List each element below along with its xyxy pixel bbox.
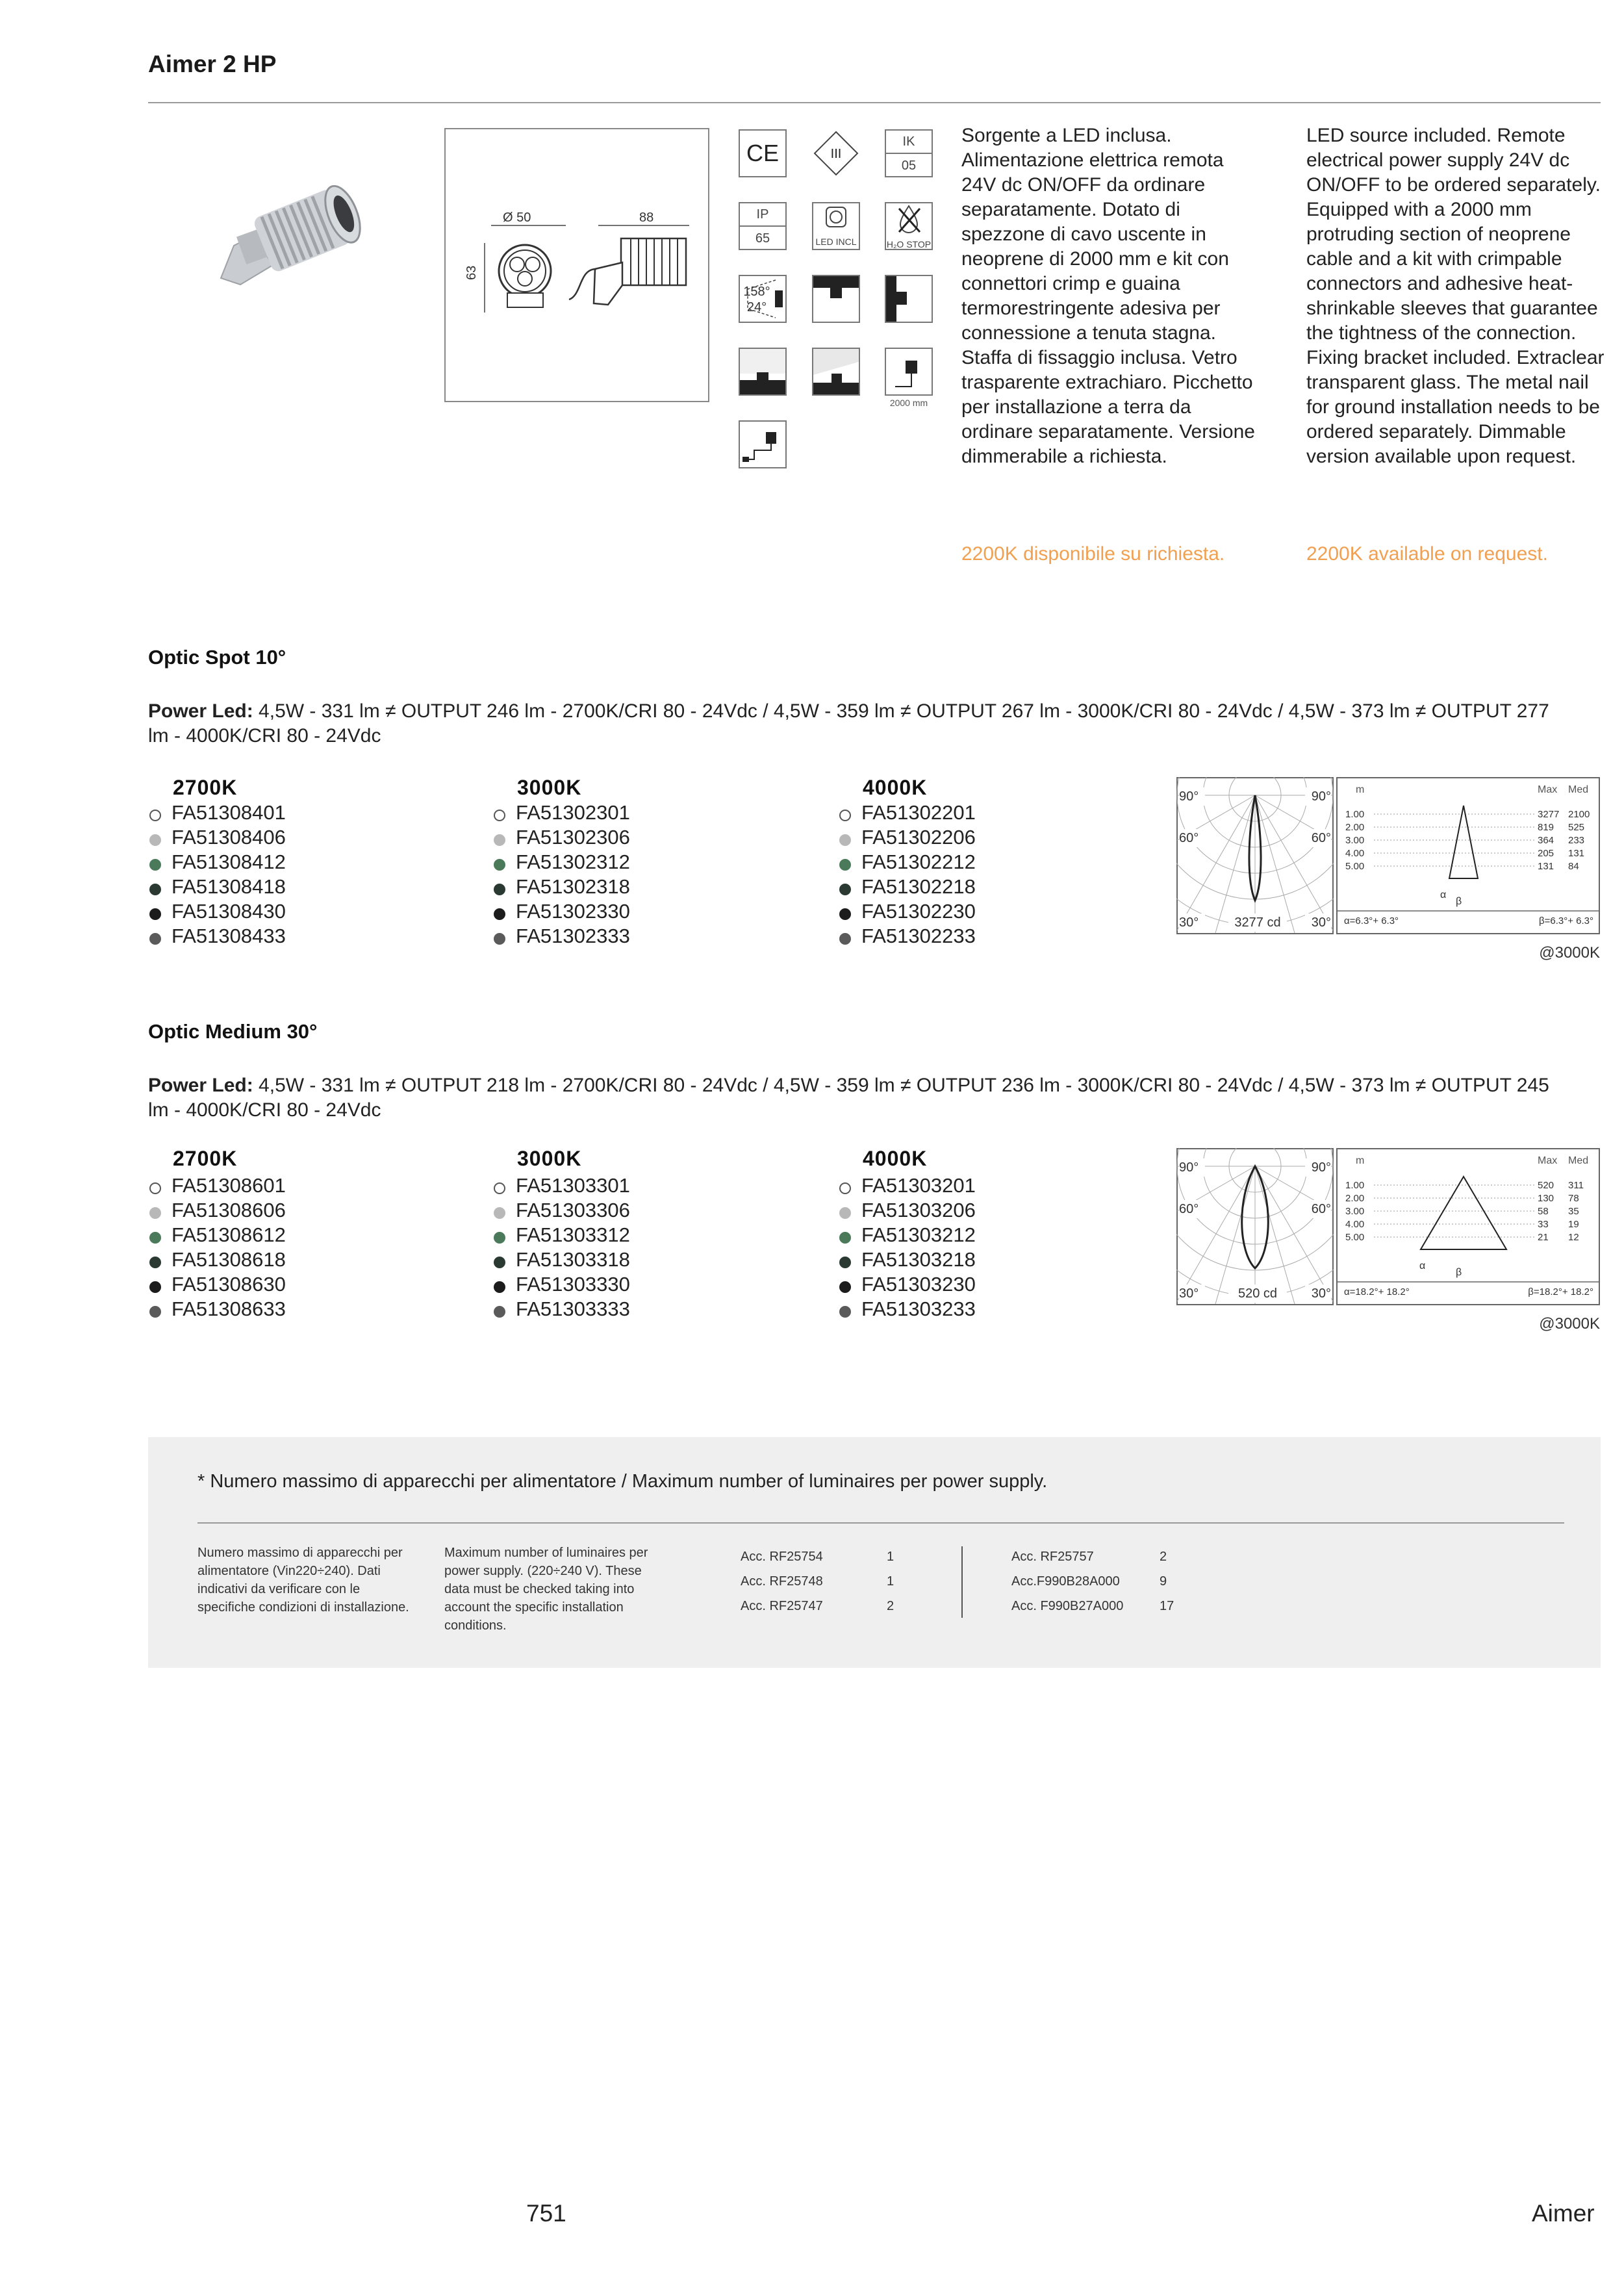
finish-color-dot xyxy=(494,908,505,920)
cable-length-label: 2000 mm xyxy=(889,398,928,408)
accessory-row: Acc. F990B27A000 xyxy=(1011,1599,1124,1613)
svg-text:m: m xyxy=(1356,1155,1365,1166)
product-code xyxy=(839,924,976,949)
product-code-text: FA51302206 xyxy=(861,826,976,849)
product-code-text: FA51302306 xyxy=(516,826,630,849)
column-head-2700k: 2700K xyxy=(173,1147,238,1170)
product-code xyxy=(149,1223,286,1247)
recessed-floor-icon xyxy=(739,348,787,396)
cone-cell: 12 xyxy=(1568,1232,1579,1243)
column-head-3000k: 3000K xyxy=(517,776,582,799)
product-code-text: FA51308618 xyxy=(171,1248,286,1271)
product-code xyxy=(149,825,286,850)
svg-text:α: α xyxy=(1440,889,1447,901)
product-code xyxy=(839,875,976,899)
product-code-text: FA51302318 xyxy=(516,875,630,898)
accessory-count: 17 xyxy=(1160,1599,1174,1613)
cone-cell: 1.00 xyxy=(1345,809,1365,820)
finish-color-dot xyxy=(149,908,161,920)
cone-cell: 819 xyxy=(1538,822,1554,833)
product-code-text: FA51303206 xyxy=(861,1199,976,1221)
ce-mark-icon xyxy=(739,129,787,177)
product-code xyxy=(839,800,976,825)
code-list-2700k xyxy=(149,1173,286,1322)
cone-cell: 233 xyxy=(1568,835,1585,846)
cone-cell: 525 xyxy=(1568,822,1585,833)
power-supply-headline: * Numero massimo di apparecchi per alimentatore / Maximum number of luminaires per power supply. xyxy=(197,1471,1048,1492)
product-code-text: FA51303201 xyxy=(861,1174,976,1197)
finish-color-dot xyxy=(149,859,161,871)
product-code-text: FA51308606 xyxy=(171,1199,286,1221)
finish-color-dot xyxy=(839,1306,851,1318)
section-title-spot: Optic Spot 10° xyxy=(148,646,286,669)
product-code xyxy=(149,875,286,899)
product-code xyxy=(149,1198,286,1223)
accessory-count: 9 xyxy=(1160,1574,1167,1589)
product-code xyxy=(149,850,286,875)
code-list-2700k xyxy=(149,800,286,949)
finish-color-dot xyxy=(839,1232,851,1244)
svg-text:90°: 90° xyxy=(1179,789,1199,804)
accessory-count: 1 xyxy=(887,1574,894,1589)
finish-color-dot xyxy=(494,859,505,871)
product-code-text: FA51308401 xyxy=(171,801,286,824)
product-code xyxy=(494,875,630,899)
product-code xyxy=(149,1297,286,1322)
finish-color-dot xyxy=(149,1182,161,1194)
power-supply-panel xyxy=(148,1437,1601,1668)
product-code-text: FA51308412 xyxy=(171,850,286,873)
dim-diameter: Ø 50 xyxy=(503,211,531,225)
cone-cell: 2100 xyxy=(1568,809,1590,820)
svg-text:24°: 24° xyxy=(746,300,767,314)
product-code-text: FA51303333 xyxy=(516,1297,630,1320)
accessory-count: 2 xyxy=(887,1599,894,1613)
svg-text:β: β xyxy=(1456,896,1462,907)
cone-cell: 84 xyxy=(1568,861,1579,872)
beam-angle-icon xyxy=(739,275,787,323)
svg-text:30°: 30° xyxy=(1311,1286,1331,1301)
product-code-text: FA51308601 xyxy=(171,1174,286,1197)
finish-color-dot xyxy=(839,884,851,895)
product-code-text: FA51303233 xyxy=(861,1297,976,1320)
finish-color-dot xyxy=(149,1207,161,1219)
finish-color-dot xyxy=(494,834,505,846)
ground-spike-icon xyxy=(812,348,860,396)
description-italian: Sorgente a LED inclusa. Alimentazione elettrica remota 24V dc ON/OFF da ordinare separatamente. Dotato di spezzone di cavo uscente in neoprene di 2000 mm e kit con connettori crimp e guaina termorestringente adesiva per connessione a tenuta stagna. Staffa di fissaggio inclusa. Vetro trasparente extrachiaro. Picchetto per installazione a terra da ordinare separatamente. Versione dimmerabile a richiesta. xyxy=(961,125,1255,467)
h2o-stop-icon: H₂O STOP xyxy=(885,202,933,250)
cone-cell: 131 xyxy=(1568,848,1585,859)
cone-cell: 130 xyxy=(1538,1193,1554,1204)
product-code xyxy=(839,1198,976,1223)
product-code-text: FA51308406 xyxy=(171,826,286,849)
finish-color-dot xyxy=(839,1281,851,1293)
svg-text:Max: Max xyxy=(1538,1155,1558,1166)
product-code-text: FA51303212 xyxy=(861,1223,976,1246)
cone-cell: 1.00 xyxy=(1345,1180,1365,1191)
finish-color-dot xyxy=(149,1306,161,1318)
product-code-text: FA51302330 xyxy=(516,900,630,923)
cone-cell: 58 xyxy=(1538,1206,1549,1217)
product-code xyxy=(494,1198,630,1223)
finish-color-dot xyxy=(839,810,851,821)
finish-color-dot xyxy=(149,933,161,945)
finish-color-dot xyxy=(839,1207,851,1219)
product-code xyxy=(494,800,630,825)
cone-cell: 2.00 xyxy=(1345,1193,1365,1204)
product-code-text: FA51308430 xyxy=(171,900,286,923)
svg-text:β: β xyxy=(1456,1267,1462,1278)
ik-rating-icon: IK 05 xyxy=(885,129,933,177)
product-code xyxy=(494,1173,630,1198)
cone-cell: 311 xyxy=(1568,1180,1584,1191)
column-head-2700k: 2700K xyxy=(173,776,238,799)
cone-cell: 3277 xyxy=(1538,809,1560,820)
product-code-text: FA51302212 xyxy=(861,850,976,873)
cone-cell: 4.00 xyxy=(1345,848,1365,859)
finish-color-dot xyxy=(494,1257,505,1268)
finish-color-dot xyxy=(839,859,851,871)
column-head-3000k: 3000K xyxy=(517,1147,582,1170)
product-code xyxy=(494,1272,630,1297)
polar-diagram-spot xyxy=(1176,777,1334,934)
dim-length: 88 xyxy=(639,211,654,225)
finish-color-dot xyxy=(494,1182,505,1194)
product-code-text: FA51302301 xyxy=(516,801,630,824)
finish-color-dot xyxy=(494,1232,505,1244)
product-code-text: FA51303330 xyxy=(516,1273,630,1296)
product-code-text: FA51303218 xyxy=(861,1248,976,1271)
led-included-icon: LED INCL xyxy=(812,202,860,250)
remote-driver-icon xyxy=(739,420,787,468)
accessory-row: Acc.F990B28A000 xyxy=(1011,1574,1120,1589)
product-code-text: FA51302312 xyxy=(516,850,630,873)
svg-text:30°: 30° xyxy=(1179,1286,1199,1301)
product-code xyxy=(839,1247,976,1272)
finish-color-dot xyxy=(494,1306,505,1318)
svg-text:90°: 90° xyxy=(1311,1160,1331,1175)
product-code-text: FA51302230 xyxy=(861,900,976,923)
finish-color-dot xyxy=(149,834,161,846)
finish-color-dot xyxy=(839,1182,851,1194)
finish-color-dot xyxy=(149,1232,161,1244)
accessory-count: 2 xyxy=(1160,1550,1167,1564)
note-2200k-english: 2200K available on request. xyxy=(1306,543,1548,565)
measured-at-spot: @3000K xyxy=(1539,944,1600,962)
dim-height: 63 xyxy=(464,265,479,280)
cone-cell: 205 xyxy=(1538,848,1554,859)
product-code-text: FA51308630 xyxy=(171,1273,286,1296)
product-code-text: FA51303318 xyxy=(516,1248,630,1271)
cone-cell: 520 xyxy=(1538,1180,1554,1191)
accessory-count: 1 xyxy=(887,1550,894,1564)
cone-cell: 131 xyxy=(1538,861,1554,872)
code-list-4000k xyxy=(839,1173,976,1322)
product-code-text: FA51308633 xyxy=(171,1297,286,1320)
cone-cell: 3.00 xyxy=(1345,835,1365,846)
footer-brand: Aimer xyxy=(1532,2200,1595,2227)
page-title: Aimer 2 HP xyxy=(148,51,277,77)
finish-color-dot xyxy=(149,884,161,895)
product-code xyxy=(494,899,630,924)
product-code-text: FA51302333 xyxy=(516,925,630,947)
power-led-spot: Power Led: 4,5W - 331 lm ≠ OUTPUT 246 lm - 2700K/CRI 80 - 24Vdc / 4,5W - 359 lm ≠ OUTPUT 267 lm - 3000K/CRI 80 - 24Vdc / 4,5W - 373 lm ≠ OUTPUT 277 lm - 4000K/CRI 80 - 24Vdc xyxy=(148,700,1549,747)
product-code xyxy=(149,899,286,924)
product-code-text: FA51308433 xyxy=(171,925,286,947)
svg-text:Med: Med xyxy=(1568,1155,1589,1166)
power-led-medium: Power Led: 4,5W - 331 lm ≠ OUTPUT 218 lm - 2700K/CRI 80 - 24Vdc / 4,5W - 359 lm ≠ OUTPUT 236 lm - 3000K/CRI 80 - 24Vdc / 4,5W - 373 lm ≠ OUTPUT 245 lm - 4000K/CRI 80 - 24Vdc xyxy=(148,1075,1549,1121)
table-divider xyxy=(961,1546,963,1618)
product-code-text: FA51302218 xyxy=(861,875,976,898)
product-code xyxy=(839,1223,976,1247)
product-code-text: FA51303312 xyxy=(516,1223,630,1246)
finish-color-dot xyxy=(839,834,851,846)
product-code xyxy=(149,1247,286,1272)
finish-color-dot xyxy=(149,1281,161,1293)
product-code xyxy=(149,800,286,825)
product-code xyxy=(149,1173,286,1198)
product-code xyxy=(494,1223,630,1247)
finish-color-dot xyxy=(494,1281,505,1293)
finish-color-dot xyxy=(494,933,505,945)
finish-color-dot xyxy=(494,1207,505,1219)
product-photo xyxy=(214,168,377,311)
cone-cell: 21 xyxy=(1538,1232,1549,1243)
svg-text:3277 cd: 3277 cd xyxy=(1234,915,1281,930)
svg-text:III: III xyxy=(830,147,842,161)
svg-text:60°: 60° xyxy=(1311,831,1331,845)
product-code xyxy=(494,825,630,850)
product-code xyxy=(839,850,976,875)
code-list-3000k xyxy=(494,800,630,949)
cone-cell: 33 xyxy=(1538,1219,1549,1230)
cone-cell: 364 xyxy=(1538,835,1554,846)
cone-cell: 19 xyxy=(1568,1219,1579,1230)
product-code-text: FA51308612 xyxy=(171,1223,286,1246)
cable-length-icon xyxy=(885,348,933,396)
svg-text:m: m xyxy=(1356,784,1365,795)
ip-rating-icon: IP 65 xyxy=(739,202,787,250)
cone-cell: 5.00 xyxy=(1345,861,1365,872)
column-head-4000k: 4000K xyxy=(863,1147,928,1170)
product-code-text: FA51308418 xyxy=(171,875,286,898)
finish-color-dot xyxy=(839,908,851,920)
svg-text:60°: 60° xyxy=(1179,1202,1199,1216)
header-divider xyxy=(148,102,1601,103)
code-list-4000k xyxy=(839,800,976,949)
cone-cell: 35 xyxy=(1568,1206,1579,1217)
class-iii-icon xyxy=(812,129,860,177)
svg-text:β=6.3°+ 6.3°: β=6.3°+ 6.3° xyxy=(1538,915,1593,926)
product-code xyxy=(839,1297,976,1322)
note-2200k-italian: 2200K disponibile su richiesta. xyxy=(961,543,1225,565)
cone-cell: 78 xyxy=(1568,1193,1579,1204)
svg-text:90°: 90° xyxy=(1311,789,1331,804)
panel-divider xyxy=(197,1522,1564,1524)
product-code xyxy=(149,1272,286,1297)
product-code xyxy=(839,825,976,850)
svg-text:Med: Med xyxy=(1568,784,1589,795)
product-code-text: FA51302233 xyxy=(861,925,976,947)
accessory-row: Acc. RF25754 xyxy=(741,1550,823,1564)
product-code xyxy=(494,924,630,949)
product-code xyxy=(839,899,976,924)
svg-text:90°: 90° xyxy=(1179,1160,1199,1175)
product-code xyxy=(839,1173,976,1198)
svg-text:30°: 30° xyxy=(1311,915,1331,930)
finish-color-dot xyxy=(494,884,505,895)
page-number: 751 xyxy=(526,2200,566,2227)
section-title-medium: Optic Medium 30° xyxy=(148,1020,318,1043)
cone-cell: 2.00 xyxy=(1345,822,1365,833)
code-list-3000k xyxy=(494,1173,630,1322)
product-code xyxy=(494,1297,630,1322)
svg-text:α=6.3°+ 6.3°: α=6.3°+ 6.3° xyxy=(1344,915,1399,926)
cone-cell: 4.00 xyxy=(1345,1219,1365,1230)
cone-diagram-spot xyxy=(1336,777,1600,934)
finish-color-dot xyxy=(494,810,505,821)
product-code xyxy=(149,924,286,949)
power-supply-note-italian: Numero massimo di apparecchi per alimentatore (Vin220÷240). Dati indicativi da verificare con le specifiche condizioni di installazione. xyxy=(197,1546,409,1615)
description-english: LED source included. Remote electrical power supply 24V dc ON/OFF to be ordered separately. Equipped with a 2000 mm protruding section of neoprene cable and a kit with crimpable connectors and adhesive heat-shrinkable sleeves that guarantee the tightness of the connection. Fixing bracket included. Extraclear transparent glass. The metal nail for ground installation needs to be ordered separately. Dimmable version available upon request. xyxy=(1306,125,1605,467)
surface-mount-icon xyxy=(812,275,860,323)
cone-cell: 3.00 xyxy=(1345,1206,1365,1217)
svg-text:β=18.2°+ 18.2°: β=18.2°+ 18.2° xyxy=(1528,1286,1593,1297)
column-head-4000k: 4000K xyxy=(863,776,928,799)
finish-color-dot xyxy=(839,1257,851,1268)
power-supply-note-english: Maximum number of luminaires per power supply. (220÷240 V). These data must be checked taking into account the specific installation conditions. xyxy=(444,1546,648,1633)
product-code xyxy=(494,850,630,875)
product-code-text: FA51303306 xyxy=(516,1199,630,1221)
cone-cell: 5.00 xyxy=(1345,1232,1365,1243)
product-code xyxy=(494,1247,630,1272)
accessory-row: Acc. RF25748 xyxy=(741,1574,823,1589)
wall-mount-icon xyxy=(885,275,933,323)
product-code xyxy=(839,1272,976,1297)
svg-text:60°: 60° xyxy=(1179,831,1199,845)
svg-text:Max: Max xyxy=(1538,784,1558,795)
product-code-text: FA51303230 xyxy=(861,1273,976,1296)
measured-at-medium: @3000K xyxy=(1539,1315,1600,1333)
cone-diagram-medium xyxy=(1336,1148,1600,1305)
svg-text:60°: 60° xyxy=(1311,1202,1331,1216)
product-code-text: FA51302201 xyxy=(861,801,976,824)
finish-color-dot xyxy=(149,810,161,821)
technical-drawing xyxy=(444,128,709,402)
finish-color-dot xyxy=(149,1257,161,1268)
svg-text:α=18.2°+ 18.2°: α=18.2°+ 18.2° xyxy=(1344,1286,1410,1297)
svg-text:α: α xyxy=(1419,1260,1426,1271)
accessory-row: Acc. RF25747 xyxy=(741,1599,823,1613)
svg-text:158°: 158° xyxy=(743,285,770,299)
svg-text:520 cd: 520 cd xyxy=(1237,1286,1278,1301)
finish-color-dot xyxy=(839,933,851,945)
product-code-text: FA51303301 xyxy=(516,1174,630,1197)
svg-text:30°: 30° xyxy=(1179,915,1199,930)
svg-text:CE: CE xyxy=(746,140,780,166)
polar-diagram-medium xyxy=(1176,1148,1334,1305)
accessory-row: Acc. RF25757 xyxy=(1011,1550,1094,1564)
